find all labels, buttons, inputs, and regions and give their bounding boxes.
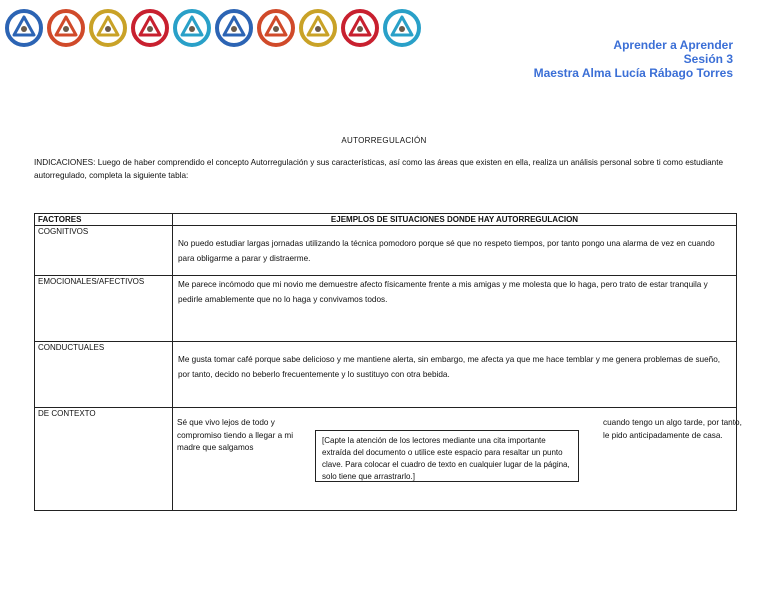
context-text-left[interactable]: Sé que vivo lejos de todo y compromiso tiendo a llegar a mi madre que salgamos [177, 418, 294, 452]
example-cell[interactable]: No puedo estudiar largas jornadas utilizando la técnica pomodoro porque sé que no respeto tiempos, por tanto pongo una alarma de vez en cuando para obligarme a parar y distraerme. [173, 226, 737, 276]
logo-ring-icon [256, 8, 296, 48]
table-row [35, 276, 737, 342]
factor-cell: DE CONTEXTO [35, 408, 173, 511]
autoregulation-table [34, 213, 742, 511]
teacher-name: Maestra Alma Lucía Rábago Torres [533, 66, 733, 80]
factor-cell: CONDUCTUALES [35, 342, 173, 408]
header-factors: FACTORES [35, 214, 173, 226]
context-content [173, 408, 742, 508]
context-text-right[interactable]: cuando tengo un algo tarde, por tanto, le pido anticipadamente de casa. [603, 418, 742, 440]
logo-ring-icon [340, 8, 380, 48]
logo-strip [4, 8, 422, 48]
factor-cell: COGNITIVOS [35, 226, 173, 276]
logo-ring-icon [46, 8, 86, 48]
document-header [534, 38, 733, 80]
pull-quote-textbox[interactable]: [Capte la atención de los lectores mediante una cita importante extraída del documento o utilice este espacio para resaltar un punto clave. Para colocar el cuadro de texto en cualquier lugar de la página, solo tiene que arrastrarlo.] [315, 430, 579, 482]
table-row [35, 342, 737, 408]
page-title: AUTORREGULACIÓN [341, 136, 427, 145]
logo-ring-icon [214, 8, 254, 48]
logo-ring-icon [130, 8, 170, 48]
example-cell[interactable]: Me gusta tomar café porque sabe delicioso y me mantiene alerta, sin embargo, me afecta ya que me hace temblar y me genera problemas de sueño, por tanto, decido no beberlo frecuentemente y lo sustituyo con otra bebida. [173, 342, 737, 408]
instructions-text: INDICACIONES: Luego de haber comprendido el concepto Autorregulación y sus características, así como las áreas que existen en ella, realiza un análisis personal sobre ti como estudiante autorregulado, completa la siguiente tabla: [34, 158, 724, 180]
table-row [35, 226, 737, 276]
course-title: Aprender a Aprender [613, 38, 733, 52]
logo-ring-icon [382, 8, 422, 48]
table-row [35, 408, 737, 511]
example-cell[interactable]: Me parece incómodo que mi novio me demuestre afecto físicamente frente a mis amigas y me molesta que lo haga, pero trato de estar tranquila y pedirle amablemente que no lo haga y convivamos todos. [173, 276, 737, 342]
logo-ring-icon [172, 8, 212, 48]
logo-ring-icon [88, 8, 128, 48]
logo-ring-icon [4, 8, 44, 48]
table-header-row [35, 214, 737, 226]
factor-cell: EMOCIONALES/AFECTIVOS [35, 276, 173, 342]
session-label: Sesión 3 [683, 52, 733, 66]
example-cell [173, 408, 742, 511]
header-examples: EJEMPLOS DE SITUACIONES DONDE HAY AUTORREGULACION [173, 214, 737, 226]
logo-ring-icon [298, 8, 338, 48]
